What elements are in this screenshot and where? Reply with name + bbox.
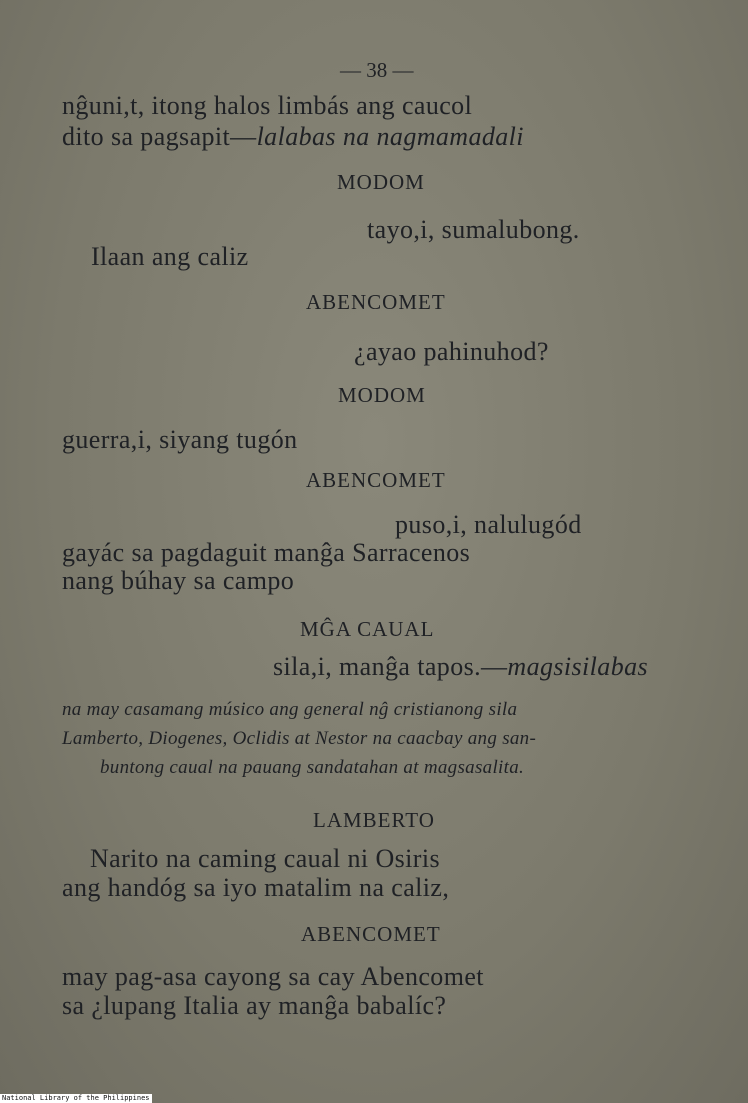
verse-line: Ilaan ang caliz bbox=[91, 242, 249, 271]
verse-line: Narito na caming caual ni Osiris bbox=[90, 844, 440, 873]
stage-direction-inline: magsisilabas bbox=[507, 652, 649, 681]
speaker-name: ABENCOMET bbox=[306, 468, 446, 492]
verse-line: ang handóg sa iyo matalim na caliz, bbox=[62, 873, 450, 902]
verse-line: ¿ayao pahinuhod? bbox=[354, 337, 549, 366]
verse-line: may pag-asa cayong sa cay Abencomet bbox=[62, 962, 484, 991]
speaker-name: LAMBERTO bbox=[313, 808, 435, 832]
verse-line: sila,i, manĝa tapos.—magsisilabas bbox=[273, 652, 649, 681]
speaker-name: ABENCOMET bbox=[306, 290, 446, 314]
library-footer: National Library of the Philippines bbox=[2, 1094, 150, 1102]
stage-direction: Lamberto, Diogenes, Oclidis at Nestor na caacbay ang san- bbox=[62, 728, 537, 749]
stage-direction: buntong caual na pauang sandatahan at magsasalita. bbox=[100, 757, 525, 778]
verse-line: tayo,i, sumalubong. bbox=[367, 215, 580, 244]
verse-line: nang búhay sa campo bbox=[62, 566, 295, 595]
stage-direction-inline: lalabas na nagmamadali bbox=[256, 122, 524, 151]
verse-line: guerra,i, siyang tugón bbox=[62, 425, 298, 454]
verse-line: sa ¿lupang Italia ay manĝa babalíc? bbox=[62, 991, 447, 1020]
speaker-name: MODOM bbox=[337, 170, 425, 194]
page-number: — 38 — bbox=[340, 58, 414, 82]
verse-line: dito sa pagsapit—lalabas na nagmamadali bbox=[62, 122, 524, 151]
verse-line: puso,i, nalulugód bbox=[395, 510, 582, 539]
verse-line: nĝuni,t, itong halos limbás ang caucol bbox=[62, 91, 473, 120]
speaker-name: ABENCOMET bbox=[301, 922, 441, 946]
speaker-name: MODOM bbox=[338, 383, 426, 407]
speaker-name: MĜA CAUAL bbox=[300, 617, 435, 641]
verse-line: gayác sa pagdaguit manĝa Sarracenos bbox=[62, 538, 471, 567]
stage-direction: na may casamang músico ang general nĝ cristianong sila bbox=[62, 699, 518, 720]
